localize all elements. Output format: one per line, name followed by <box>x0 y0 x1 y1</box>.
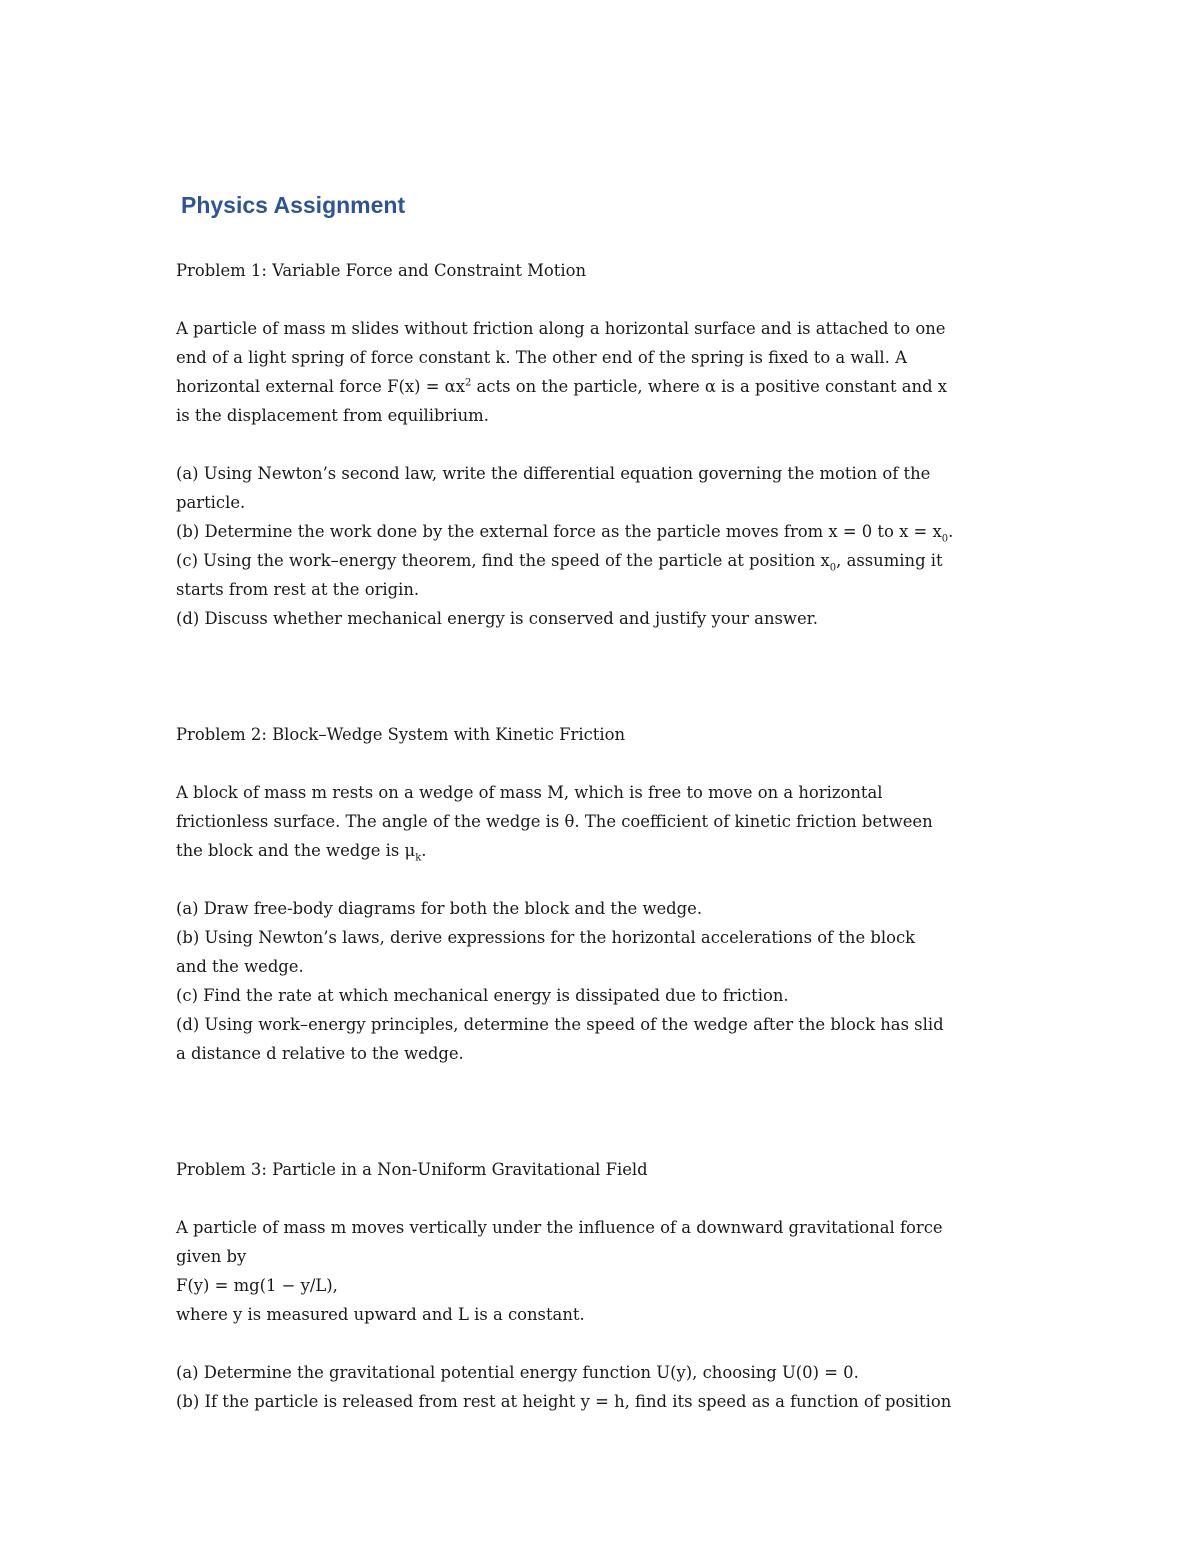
problem-3-statement-line: A particle of mass m moves vertically under the influence of a downward gravitational force <box>176 1218 943 1237</box>
mu-subscript: k <box>415 852 422 864</box>
problem-3-force-equation: F(y) = mg(1 − y/L), <box>176 1276 338 1295</box>
problem-1-part-c-cont: starts from rest at the origin. <box>176 580 420 599</box>
problem-1-part-a: (a) Using Newton’s second law, write the differential equation governing the motion of the <box>176 464 931 483</box>
problem-3-part-a: (a) Determine the gravitational potential energy function U(y), choosing U(0) = 0. <box>176 1363 859 1382</box>
force-exponent: 2 <box>464 377 472 389</box>
problem-2-part-b-cont: and the wedge. <box>176 957 304 976</box>
problem-2-heading: Problem 2: Block–Wedge System with Kinetic Friction <box>176 725 626 744</box>
problem-1-statement-line: end of a light spring of force constant k. The other end of the spring is fixed to a wall. A <box>176 348 907 367</box>
part-b-tail: . <box>948 522 954 541</box>
problem-1-force-line <box>176 372 1026 401</box>
part-c-text: (c) Using the work–energy theorem, find the speed of the particle at position x <box>176 551 830 570</box>
problem-2-part-c: (c) Find the rate at which mechanical energy is dissipated due to friction. <box>176 986 789 1005</box>
mu-text: the block and the wedge is μ <box>176 841 416 860</box>
problem-1-part-d: (d) Discuss whether mechanical energy is conserved and justify your answer. <box>176 609 818 628</box>
problem-1-statement-line: A particle of mass m slides without friction along a horizontal surface and is attached to one <box>176 319 946 338</box>
problem-1-statement-line: is the displacement from equilibrium. <box>176 406 489 425</box>
problem-2-part-b: (b) Using Newton’s laws, derive expressions for the horizontal accelerations of the block <box>176 928 916 947</box>
problem-3-part-b: (b) If the particle is released from rest at height y = h, find its speed as a function of position <box>176 1392 952 1411</box>
problem-1-part-c <box>176 546 1026 575</box>
problem-3-statement-line: where y is measured upward and L is a constant. <box>176 1305 585 1324</box>
problem-1-part-b <box>176 517 1026 546</box>
problem-2-part-d: (d) Using work–energy principles, determine the speed of the wedge after the block has slid <box>176 1015 944 1034</box>
document-title: Physics Assignment <box>181 192 406 218</box>
force-text: horizontal external force F(x) = αx <box>176 377 465 396</box>
problem-2-part-a: (a) Draw free-body diagrams for both the block and the wedge. <box>176 899 703 918</box>
problem-2-mu-line <box>176 836 1026 865</box>
mu-tail: . <box>421 841 427 860</box>
part-b-text: (b) Determine the work done by the external force as the particle moves from x = 0 to x = x <box>176 522 942 541</box>
part-c-tail: , assuming it <box>836 551 943 570</box>
problem-2-statement-line: A block of mass m rests on a wedge of mass M, which is free to move on a horizontal <box>176 783 883 802</box>
x0-subscript: 0 <box>941 533 949 545</box>
problem-1-heading: Problem 1: Variable Force and Constraint Motion <box>176 261 587 280</box>
x0-subscript: 0 <box>829 562 837 574</box>
document-body <box>176 256 1026 1416</box>
problem-2-part-d-cont: a distance d relative to the wedge. <box>176 1044 464 1063</box>
problem-1-part-a-cont: particle. <box>176 493 246 512</box>
force-text-tail: acts on the particle, where α is a positive constant and x <box>471 377 948 396</box>
problem-3-statement-line: given by <box>176 1247 247 1266</box>
problem-2-statement-line: frictionless surface. The angle of the wedge is θ. The coefficient of kinetic friction between <box>176 812 933 831</box>
problem-3-heading: Problem 3: Particle in a Non-Uniform Gravitational Field <box>176 1160 648 1179</box>
